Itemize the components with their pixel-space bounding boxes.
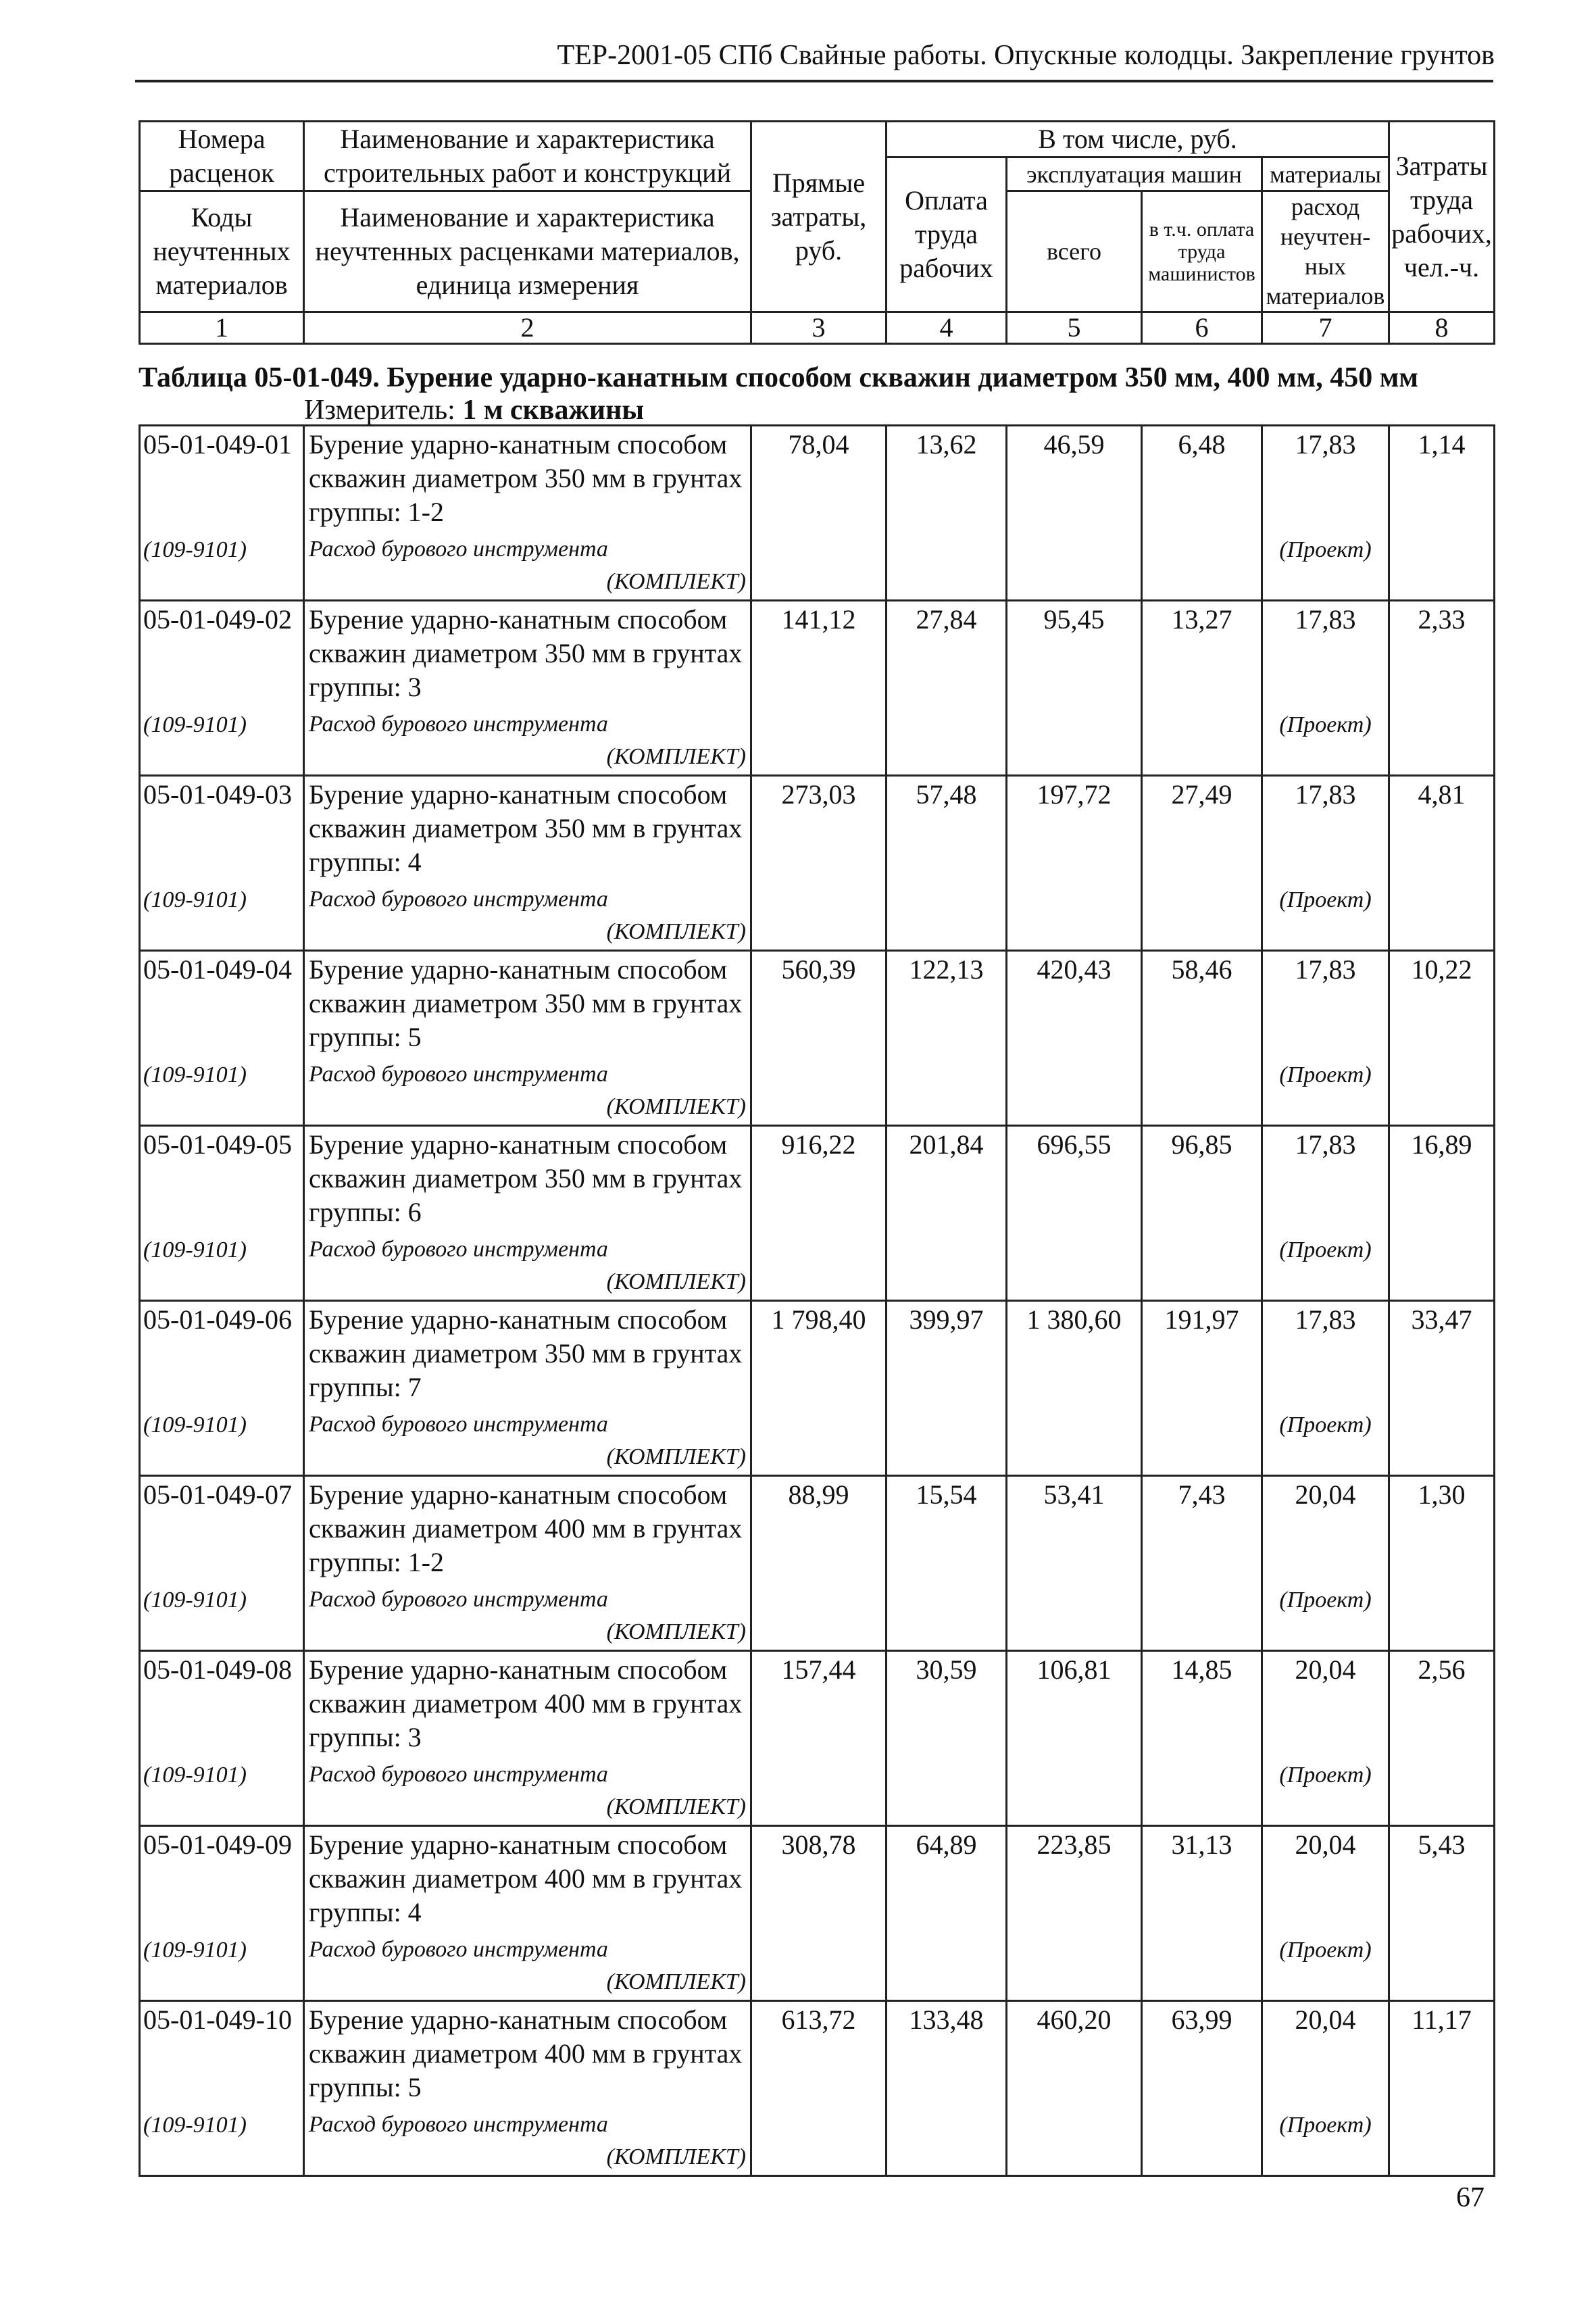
direct-costs: 916,22	[751, 1126, 887, 1301]
rate-code-cell	[140, 601, 304, 776]
rate-code-cell	[140, 1651, 304, 1826]
materials-project-note: (Проект)	[1279, 712, 1372, 737]
header-unaccounted-materials: расход неучтен-ных материалов	[1262, 191, 1389, 312]
work-name-cell	[304, 1126, 751, 1301]
materials-project-note: (Проект)	[1279, 1062, 1372, 1087]
materials-project-note: (Проект)	[1279, 1412, 1372, 1437]
measure-label: Измеритель:	[304, 395, 455, 426]
materials-cell	[1262, 1126, 1389, 1301]
material-name: Расход бурового инструмента	[309, 1587, 608, 1612]
table-row	[140, 2001, 1495, 2176]
machines-total: 1 380,60	[1007, 1301, 1142, 1476]
header-machines-label: эксплуатация машин	[1007, 157, 1262, 191]
table-row	[140, 1826, 1495, 2001]
labor-pay: 27,84	[887, 601, 1007, 776]
material-name: Расход бурового инструмента	[309, 2112, 608, 2137]
machines-total: 95,45	[1007, 601, 1142, 776]
rate-code-cell	[140, 426, 304, 601]
materials-cost: 20,04	[1295, 1829, 1356, 1860]
table-caption: Таблица 05-01-049. Бурение ударно-канатным способом скважин диаметром 350 мм, 400 мм, 450 мм	[139, 362, 1418, 393]
material-unit: (КОМПЛЕКТ)	[606, 744, 746, 769]
labor-pay: 57,48	[887, 776, 1007, 951]
header-material-codes: Коды неучтенных материалов	[140, 191, 304, 312]
material-code: (109-9101)	[143, 1412, 247, 1437]
material-name: Расход бурового инструмента	[309, 887, 608, 912]
materials-project-note: (Проект)	[1279, 537, 1372, 562]
machines-total: 46,59	[1007, 426, 1142, 601]
material-code: (109-9101)	[143, 1062, 247, 1087]
materials-cost: 17,83	[1295, 1304, 1356, 1335]
machinist-pay: 31,13	[1142, 1826, 1262, 2001]
header-group-label: В том числе, руб.	[887, 122, 1389, 157]
header-direct-costs: Прямые затраты, руб.	[751, 122, 887, 312]
labor-hours: 10,22	[1389, 951, 1495, 1126]
labor-pay: 201,84	[887, 1126, 1007, 1301]
labor-hours: 5,43	[1389, 1826, 1495, 2001]
work-name-cell	[304, 1651, 751, 1826]
column-number: 1	[140, 312, 304, 344]
material-code: (109-9101)	[143, 887, 247, 912]
direct-costs: 613,72	[751, 2001, 887, 2176]
column-number: 5	[1007, 312, 1142, 344]
materials-cost: 20,04	[1295, 1654, 1356, 1685]
machinist-pay: 6,48	[1142, 426, 1262, 601]
rate-code-cell	[140, 776, 304, 951]
material-unit: (КОМПЛЕКТ)	[606, 1269, 746, 1294]
materials-project-note: (Проект)	[1279, 1763, 1372, 1788]
header-rule	[135, 80, 1493, 82]
labor-hours: 1,14	[1389, 426, 1495, 601]
work-name-cell	[304, 2001, 751, 2176]
work-name-cell	[304, 601, 751, 776]
direct-costs: 1 798,40	[751, 1301, 887, 1476]
work-name-cell	[304, 1826, 751, 2001]
work-name-cell	[304, 776, 751, 951]
labor-hours: 11,17	[1389, 2001, 1495, 2176]
materials-cost: 20,04	[1295, 1479, 1356, 1510]
machines-total: 197,72	[1007, 776, 1142, 951]
header-labor-hours: Затраты труда рабочих, чел.-ч.	[1389, 122, 1495, 312]
rate-code-cell	[140, 1826, 304, 2001]
header-work-name: Наименование и характеристика строительных работ и конструкций	[304, 122, 751, 191]
material-unit: (КОМПЛЕКТ)	[606, 1794, 746, 1819]
machinist-pay: 7,43	[1142, 1476, 1262, 1651]
materials-cost: 17,83	[1295, 954, 1356, 985]
work-name: Бурение ударно-канатным способом скважин диаметром 400 мм в грунтах группы: 4	[309, 1829, 743, 1927]
materials-cell	[1262, 601, 1389, 776]
material-name: Расход бурового инструмента	[309, 1937, 608, 1962]
materials-cell	[1262, 2001, 1389, 2176]
work-name: Бурение ударно-канатным способом скважин диаметром 350 мм в грунтах группы: 5	[309, 954, 743, 1052]
rates-table	[139, 424, 1495, 2177]
labor-hours: 2,33	[1389, 601, 1495, 776]
materials-project-note: (Проект)	[1279, 2113, 1372, 2138]
material-code: (109-9101)	[143, 1763, 247, 1788]
labor-hours: 4,81	[1389, 776, 1495, 951]
machinist-pay: 191,97	[1142, 1301, 1262, 1476]
rate-code-cell	[140, 1126, 304, 1301]
work-name: Бурение ударно-канатным способом скважин диаметром 400 мм в грунтах группы: 1-2	[309, 1479, 743, 1577]
material-unit: (КОМПЛЕКТ)	[606, 2144, 746, 2169]
column-number: 6	[1142, 312, 1262, 344]
table-row	[140, 776, 1495, 951]
direct-costs: 273,03	[751, 776, 887, 951]
work-name: Бурение ударно-канатным способом скважин диаметром 400 мм в грунтах группы: 5	[309, 2004, 743, 2102]
labor-pay: 122,13	[887, 951, 1007, 1126]
materials-cell	[1262, 951, 1389, 1126]
direct-costs: 88,99	[751, 1476, 887, 1651]
machines-total: 53,41	[1007, 1476, 1142, 1651]
rate-code-cell	[140, 1301, 304, 1476]
rate-code-cell	[140, 1476, 304, 1651]
work-name-cell	[304, 1301, 751, 1476]
materials-project-note: (Проект)	[1279, 1587, 1372, 1613]
labor-pay: 133,48	[887, 2001, 1007, 2176]
material-name: Расход бурового инструмента	[309, 1237, 608, 1262]
rate-code: 05-01-049-05	[143, 1129, 292, 1160]
materials-cost: 17,83	[1295, 604, 1356, 635]
column-header-table	[139, 120, 1495, 345]
materials-cell	[1262, 1301, 1389, 1476]
rate-code: 05-01-049-03	[143, 779, 292, 810]
header-machinist-pay: в т.ч. оплата труда машинистов	[1142, 191, 1262, 312]
work-name: Бурение ударно-канатным способом скважин диаметром 400 мм в грунтах группы: 3	[309, 1654, 743, 1752]
machines-total: 696,55	[1007, 1126, 1142, 1301]
measure-line	[304, 394, 644, 426]
material-name: Расход бурового инструмента	[309, 1062, 608, 1087]
material-code: (109-9101)	[143, 1587, 247, 1613]
work-name: Бурение ударно-канатным способом скважин диаметром 350 мм в грунтах группы: 3	[309, 604, 743, 702]
rate-code: 05-01-049-04	[143, 954, 292, 985]
materials-cell	[1262, 776, 1389, 951]
materials-project-note: (Проект)	[1279, 1237, 1372, 1262]
direct-costs: 560,39	[751, 951, 887, 1126]
materials-project-note: (Проект)	[1279, 1938, 1372, 1963]
rate-code-cell	[140, 951, 304, 1126]
material-name: Расход бурового инструмента	[309, 1762, 608, 1787]
running-header: ТЕР-2001-05 СПб Свайные работы. Опускные колодцы. Закрепление грунтов	[557, 40, 1495, 71]
material-unit: (КОМПЛЕКТ)	[606, 1444, 746, 1469]
materials-cell	[1262, 426, 1389, 601]
table-row	[140, 1301, 1495, 1476]
work-name-cell	[304, 951, 751, 1126]
material-name: Расход бурового инструмента	[309, 712, 608, 737]
machines-total: 223,85	[1007, 1826, 1142, 2001]
rate-code: 05-01-049-06	[143, 1304, 292, 1335]
material-name: Расход бурового инструмента	[309, 537, 608, 562]
labor-hours: 16,89	[1389, 1126, 1495, 1301]
machinist-pay: 58,46	[1142, 951, 1262, 1126]
column-number: 8	[1389, 312, 1495, 344]
work-name: Бурение ударно-канатным способом скважин диаметром 350 мм в грунтах группы: 6	[309, 1129, 743, 1227]
labor-pay: 64,89	[887, 1826, 1007, 2001]
header-materials-label: материалы	[1262, 157, 1389, 191]
column-number: 7	[1262, 312, 1389, 344]
measure-value: 1 м скважины	[462, 395, 645, 426]
table-row	[140, 951, 1495, 1126]
direct-costs: 308,78	[751, 1826, 887, 2001]
work-name: Бурение ударно-канатным способом скважин диаметром 350 мм в грунтах группы: 7	[309, 1304, 743, 1402]
header-labor-pay: Оплата труда рабочих	[887, 157, 1007, 312]
column-number: 4	[887, 312, 1007, 344]
materials-cost: 20,04	[1295, 2004, 1356, 2035]
header-machines-total: всего	[1007, 191, 1142, 312]
column-number: 3	[751, 312, 887, 344]
materials-cost: 17,83	[1295, 1129, 1356, 1160]
material-unit: (КОМПЛЕКТ)	[606, 919, 746, 944]
work-name: Бурение ударно-канатным способом скважин диаметром 350 мм в грунтах группы: 1-2	[309, 429, 743, 527]
direct-costs: 78,04	[751, 426, 887, 601]
work-name: Бурение ударно-канатным способом скважин диаметром 350 мм в грунтах группы: 4	[309, 779, 743, 877]
machines-total: 106,81	[1007, 1651, 1142, 1826]
labor-pay: 399,97	[887, 1301, 1007, 1476]
material-unit: (КОМПЛЕКТ)	[606, 1094, 746, 1119]
rate-code: 05-01-049-07	[143, 1479, 292, 1510]
column-number: 2	[304, 312, 751, 344]
labor-hours: 1,30	[1389, 1476, 1495, 1651]
header-material-name: Наименование и характеристика неучтенных расценками материалов, единица измерения	[304, 191, 751, 312]
material-unit: (КОМПЛЕКТ)	[606, 569, 746, 594]
materials-cost: 17,83	[1295, 429, 1356, 460]
rate-code: 05-01-049-01	[143, 429, 292, 460]
table-row	[140, 1476, 1495, 1651]
machinist-pay: 13,27	[1142, 601, 1262, 776]
rate-code: 05-01-049-09	[143, 1829, 292, 1860]
materials-cell	[1262, 1476, 1389, 1651]
labor-pay: 15,54	[887, 1476, 1007, 1651]
machinist-pay: 63,99	[1142, 2001, 1262, 2176]
machinist-pay: 27,49	[1142, 776, 1262, 951]
work-name-cell	[304, 426, 751, 601]
rate-code-cell	[140, 2001, 304, 2176]
rate-code: 05-01-049-02	[143, 604, 292, 635]
page-number: 67	[1456, 2182, 1485, 2213]
materials-project-note: (Проект)	[1279, 887, 1372, 912]
labor-pay: 13,62	[887, 426, 1007, 601]
material-code: (109-9101)	[143, 1237, 247, 1262]
direct-costs: 157,44	[751, 1651, 887, 1826]
direct-costs: 141,12	[751, 601, 887, 776]
table-row	[140, 1126, 1495, 1301]
labor-hours: 2,56	[1389, 1651, 1495, 1826]
materials-cost: 17,83	[1295, 779, 1356, 810]
material-name: Расход бурового инструмента	[309, 1412, 608, 1437]
work-name-cell	[304, 1476, 751, 1651]
material-code: (109-9101)	[143, 537, 247, 562]
materials-cell	[1262, 1826, 1389, 2001]
labor-hours: 33,47	[1389, 1301, 1495, 1476]
rate-code: 05-01-049-10	[143, 2004, 292, 2035]
machines-total: 460,20	[1007, 2001, 1142, 2176]
header-codes: Номера расценок	[140, 122, 304, 191]
table-row	[140, 601, 1495, 776]
labor-pay: 30,59	[887, 1651, 1007, 1826]
material-unit: (КОМПЛЕКТ)	[606, 1969, 746, 1994]
machines-total: 420,43	[1007, 951, 1142, 1126]
machinist-pay: 96,85	[1142, 1126, 1262, 1301]
machinist-pay: 14,85	[1142, 1651, 1262, 1826]
material-unit: (КОМПЛЕКТ)	[606, 1619, 746, 1644]
materials-cell	[1262, 1651, 1389, 1826]
rate-code: 05-01-049-08	[143, 1654, 292, 1685]
material-code: (109-9101)	[143, 712, 247, 737]
material-code: (109-9101)	[143, 1938, 247, 1963]
material-code: (109-9101)	[143, 2113, 247, 2138]
table-row	[140, 426, 1495, 601]
table-row	[140, 1651, 1495, 1826]
